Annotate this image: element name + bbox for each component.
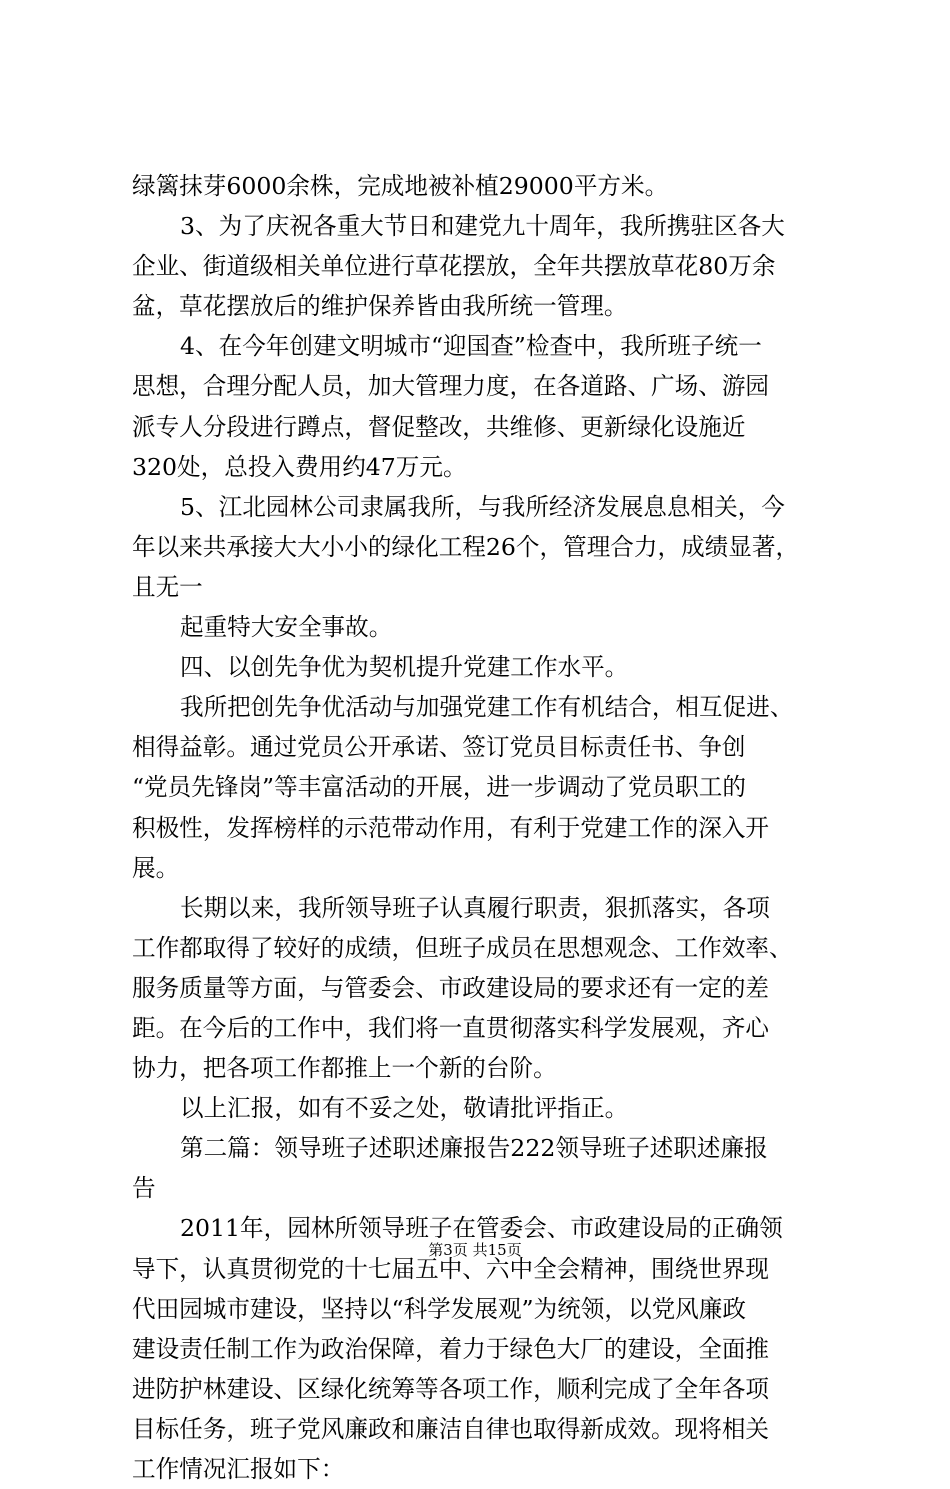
text-line: 4、在今年创建文明城市“迎国查”检查中，我所班子统一 xyxy=(180,332,762,361)
text-line: 长期以来，我所领导班子认真履行职责，狠抓落实，各项 xyxy=(180,893,770,922)
text-line: 告 xyxy=(132,1174,156,1203)
text-line: 企业、街道级相关单位进行草花摆放，全年共摆放草花80万余 xyxy=(132,252,776,281)
text-line: 派专人分段进行蹲点，督促整改，共维修、更新绿化设施近 xyxy=(132,412,746,441)
text-line: “党员先锋岗”等丰富活动的开展，进一步调动了党员职工的 xyxy=(132,773,746,802)
text-line: 目标任务，班子党风廉政和廉洁自律也取得新成效。现将相关 xyxy=(132,1414,770,1443)
text-line: 我所把创先争优活动与加强党建工作有机结合，相互促进、 xyxy=(180,693,794,722)
text-line: 工作都取得了较好的成绩，但班子成员在思想观念、工作效率、 xyxy=(132,933,793,962)
text-line: 导下，认真贯彻党的十七届五中、六中全会精神，围绕世界现 xyxy=(132,1254,770,1283)
text-line: 绿篱抹芽6000余株，完成地被补植29000平方米。 xyxy=(132,172,669,200)
text-line: 年以来共承接大大小小的绿化工程26个，管理合力，成绩显著， xyxy=(132,532,800,561)
chapter-heading: 第二篇：领导班子述职述廉报告222领导班子述职述廉报 xyxy=(180,1134,768,1163)
text-line: 进防护林建设、区绿化统筹等各项工作，顺利完成了全年各项 xyxy=(132,1374,770,1403)
text-line: 相得益彰。通过党员公开承诺、签订党员目标责任书、争创 xyxy=(132,733,746,762)
text-line: 320处，总投入费用约47万元。 xyxy=(132,452,467,481)
page-number-footer: 第3页 共15页 xyxy=(428,1241,522,1259)
text-line: 起重特大安全事故。 xyxy=(180,613,393,642)
text-line: 盆，草花摆放后的维护保养皆由我所统一管理。 xyxy=(132,292,628,321)
text-line: 以上汇报，如有不妥之处，敬请批评指正。 xyxy=(180,1094,629,1123)
text-line: 且无一 xyxy=(132,572,203,601)
text-line: 工作情况汇报如下： xyxy=(132,1455,345,1483)
text-line: 2011年，园林所领导班子在管委会、市政建设局的正确领 xyxy=(180,1214,783,1243)
document-body xyxy=(132,166,832,1489)
section-heading: 四、以创先争优为契机提升党建工作水平。 xyxy=(180,653,629,682)
text-line: 思想，合理分配人员，加大管理力度，在各道路、广场、游园 xyxy=(132,372,770,401)
text-line: 3、为了庆祝各重大节日和建党九十周年，我所携驻区各大 xyxy=(180,212,785,241)
text-line: 5、江北园林公司隶属我所，与我所经济发展息息相关，今 xyxy=(180,492,785,521)
text-line: 距。在今后的工作中，我们将一直贯彻落实科学发展观，齐心 xyxy=(132,1013,770,1042)
text-line: 建设责任制工作为政治保障，着力于绿色大厂的建设，全面推 xyxy=(132,1334,770,1363)
text-line: 展。 xyxy=(132,853,180,882)
text-line: 代田园城市建设，坚持以“科学发展观”为统领，以党风廉政 xyxy=(132,1294,746,1323)
text-line: 协力，把各项工作都推上一个新的台阶。 xyxy=(132,1054,557,1083)
text-line: 积极性，发挥榜样的示范带动作用，有利于党建工作的深入开 xyxy=(132,813,770,842)
text-line: 服务质量等方面，与管委会、市政建设局的要求还有一定的差 xyxy=(132,973,770,1002)
